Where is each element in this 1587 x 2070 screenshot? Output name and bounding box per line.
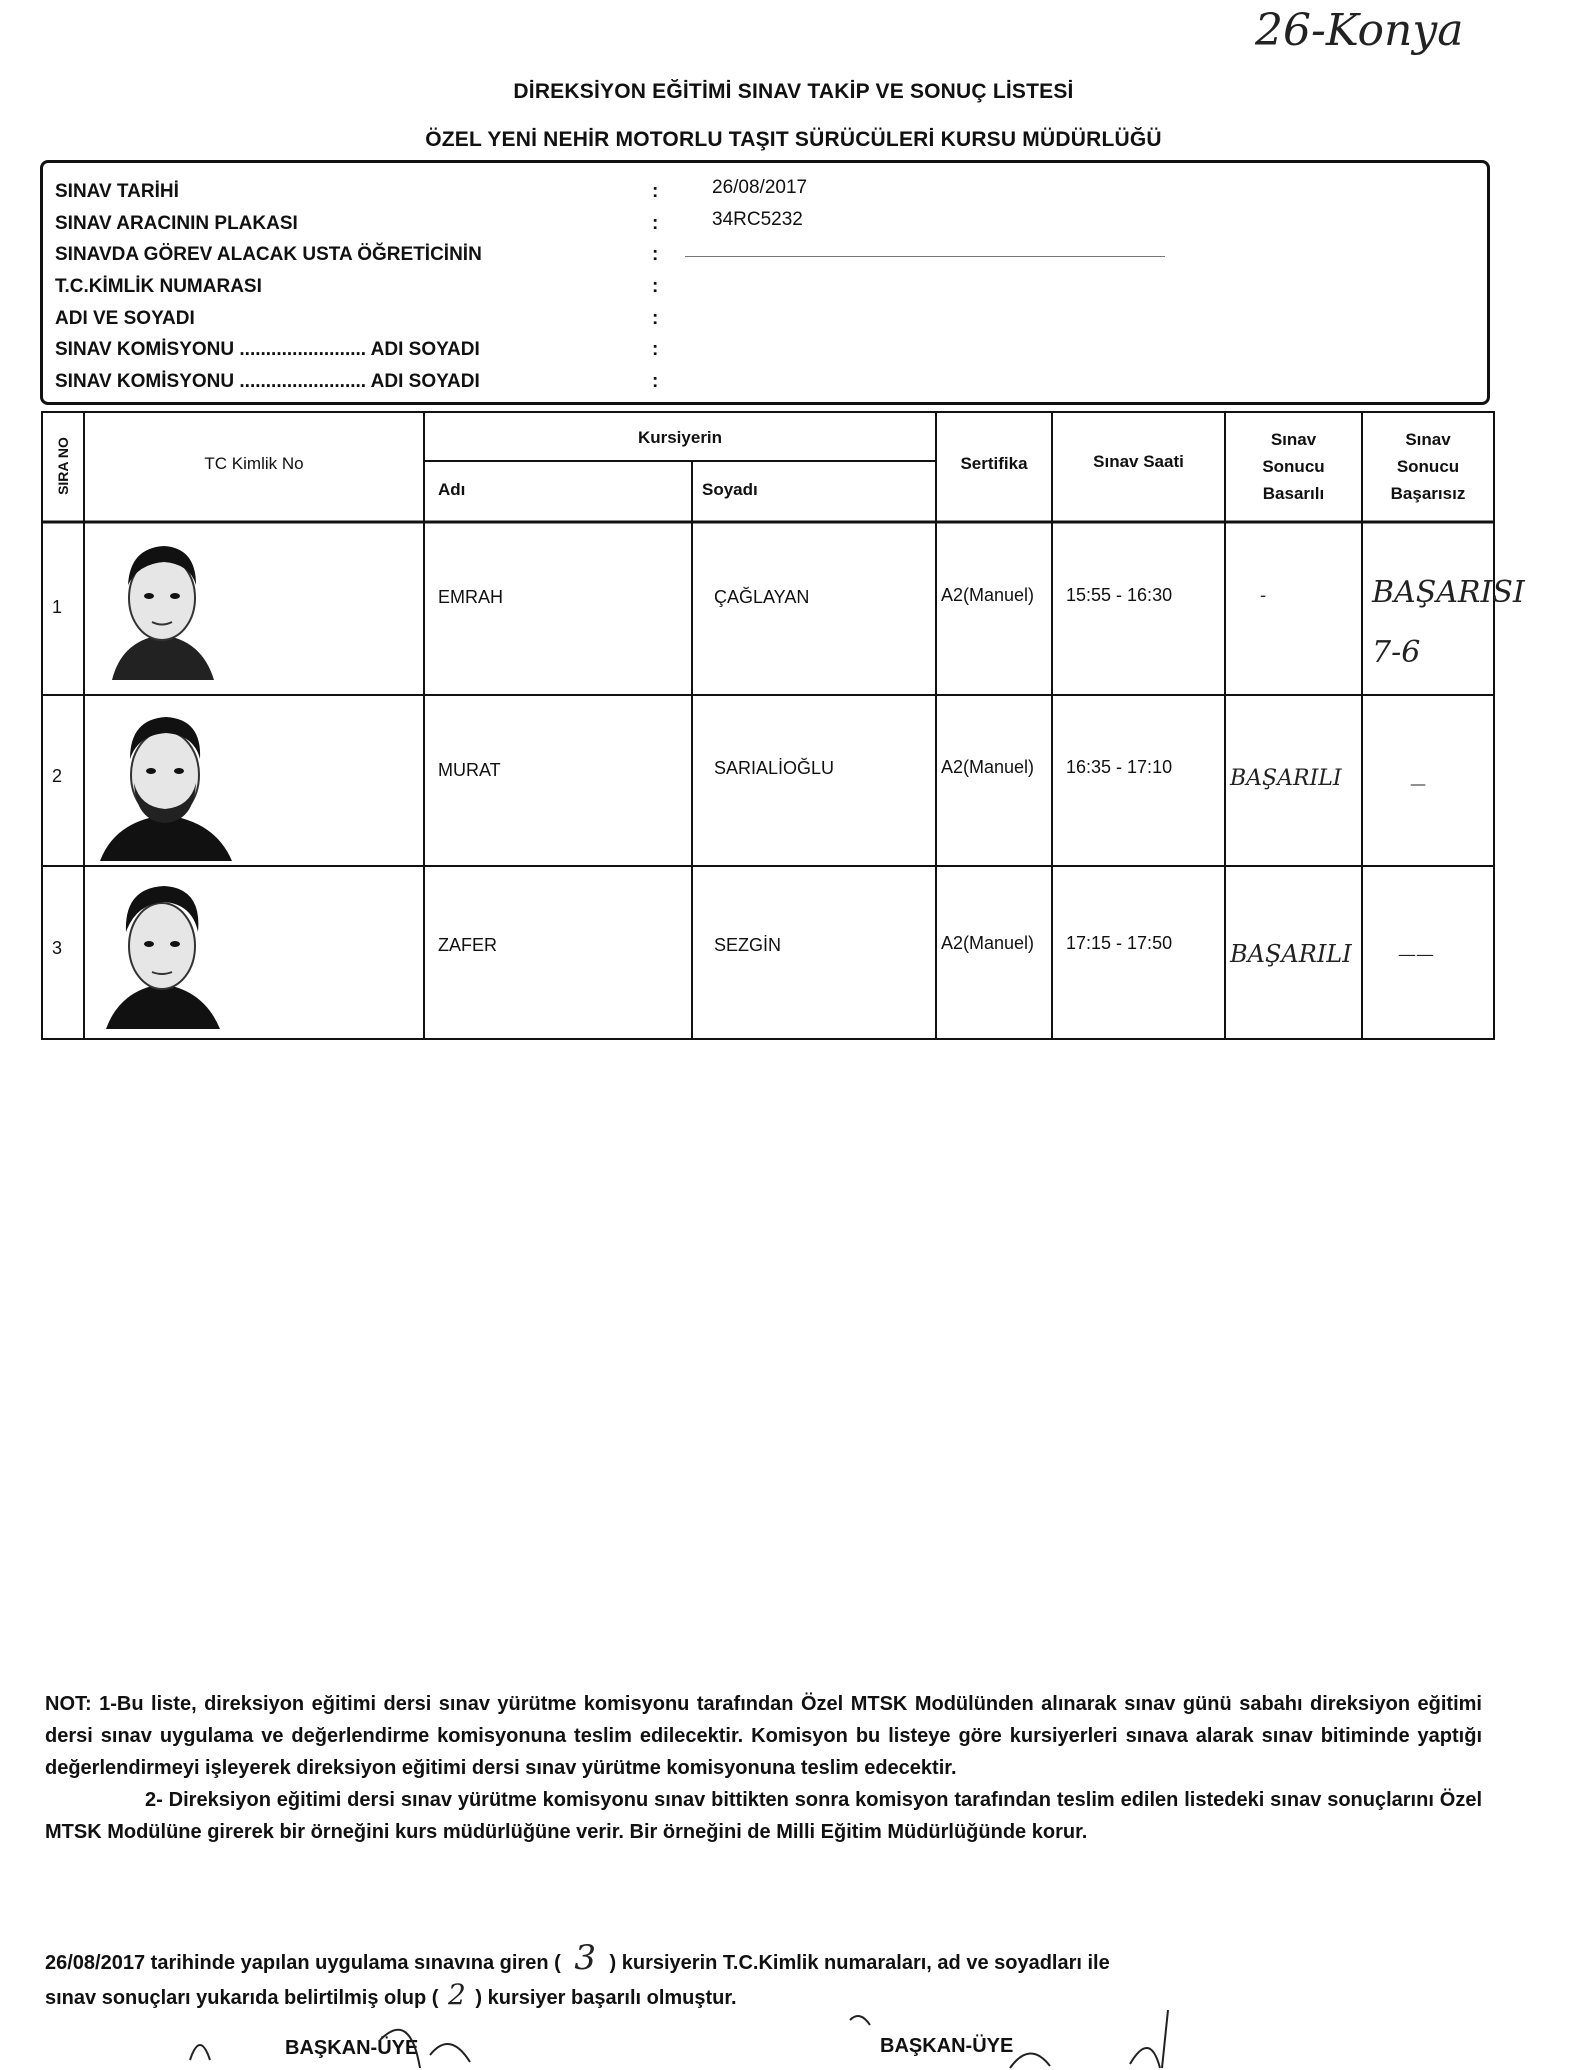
handwritten-count: 3 [574,1938,596,1978]
row-3-soyadi: SEZGİN [714,935,782,955]
row-2-sertifika: A2(Manuel) [941,757,1035,777]
label-commission-2: SINAV KOMİSYONU ........................ ADI SOYADI [55,371,480,392]
document-title: DİREKSİYON EĞİTİMİ SINAV TAKİP VE SONUÇ LİSTESİ [513,80,1074,103]
handwritten-pass-count: 2 [448,1978,466,2011]
row-1-basarili: - [1260,585,1267,606]
signature-left-label: BAŞKAN-ÜYE [285,2037,419,2059]
label-tc-number: T.C.KİMLİK NUMARASI [55,276,262,297]
row-1-adi: EMRAH [438,587,504,607]
colon: : [652,213,659,234]
colon: : [652,308,659,329]
row-3-basarili: BAŞARILI [1230,940,1352,968]
signature-scribble-left [180,2000,540,2070]
header-kursiyerin: Kursiyerin [637,428,723,447]
summary-line-1: 26/08/2017 tarihinde yapılan uygulama sınavına giren ( 3 ) kursiyerin T.C.Kimlik numaraları, ad ve soyadları ile [45,1938,1110,1978]
colon: : [652,339,659,360]
signature-scribble-right [830,2000,1190,2070]
label-vehicle-plate: SINAV ARACININ PLAKASI [55,213,298,234]
colon: : [652,181,659,202]
row-2-adi: MURAT [438,760,501,780]
header-sertifika: Sertifika [960,454,1028,473]
signature-right-label: BAŞKAN-ÜYE [880,2035,1014,2057]
student-photo [92,874,232,1029]
row-1-sertifika: A2(Manuel) [941,585,1035,605]
row-2-soyadi: SARIALİOĞLU [714,758,835,778]
note-paragraph-2: 2- Direksiyon eğitimi dersi sınav yürütme komisyonu sınav bittikten sonra komisyon tarafından teslim edilen listedeki sınav sonuçlarını Özel MTSK Modülüne girerek bir örneğini kurs müdürlüğüne verir. Bir örneğini de Milli Eğitim Müdürlüğünde korur. [45,1789,1482,1843]
student-photo [90,703,240,861]
row-2-no: 2 [52,766,63,786]
colon: : [652,371,659,392]
row-2-basarili: BAŞARILI [1230,766,1342,791]
header-adi: Adı [438,480,466,499]
label-name-surname: ADI VE SOYADI [55,308,195,329]
row-1-soyadi: ÇAĞLAYAN [714,587,810,607]
note-paragraph-1: NOT: 1-Bu liste, direksiyon eğitimi dersi sınav yürütme komisyonu tarafından Özel MTSK Modülünden alınarak sınav günü sabahı direksiyon eğitimi dersi sınav uygulama ve değerlendirme komisyonuna teslim edilecektir. Komisyon bu listeye göre kursiyerleri sınava alarak sınav bitiminde yaptığı değerlendirmeyi işleyerek direksiyon eğitimi dersi sınav yürütme komisyonuna teslim edecektir. [45,1693,1482,1779]
row-3-adi: ZAFER [438,935,498,955]
row-3-saat: 17:15 - 17:50 [1066,933,1173,953]
row-2-saat: 16:35 - 17:10 [1066,757,1173,777]
row-3-no: 3 [52,938,63,958]
exam-date-value: 26/08/2017 [712,177,808,198]
header-sira-no: SIRA NO [55,437,71,495]
row-1-basarisiz: BAŞARISI 7-6 [1372,575,1525,670]
summary-line-2: sınav sonuçları yukarıda belirtilmiş olup ( 2 ) kursiyer başarılı olmuştur. [45,1978,737,2011]
header-sonuc-basarisiz: Sınav Sonucu Başarısız [1390,430,1466,503]
header-sonuc-basarili: Sınav Sonucu Basarılı [1262,430,1325,503]
student-photo [92,530,232,680]
header-soyadi: Soyadı [702,480,758,499]
colon: : [652,276,659,297]
note-section [45,1688,1482,1848]
handwritten-city-note: 26-Konya [1255,5,1464,56]
label-instructor: SINAVDA GÖREV ALACAK USTA ÖĞRETİCİNİN [55,244,482,265]
header-sinav-saati: Sınav Saati [1093,452,1184,471]
institution-title: ÖZEL YENİ NEHİR MOTORLU TAŞIT SÜRÜCÜLERİ KURSU MÜDÜRLÜĞÜ [425,128,1162,151]
row-3-sertifika: A2(Manuel) [941,933,1035,953]
row-1-no: 1 [52,597,63,617]
plate-value: 34RC5232 [712,209,803,230]
row-3-basarisiz: —— [1398,944,1434,965]
colon: : [652,244,659,265]
header-tc-kimlik: TC Kimlik No [204,454,304,473]
row-1-saat: 15:55 - 16:30 [1066,585,1173,605]
label-commission-1: SINAV KOMİSYONU ........................ ADI SOYADI [55,339,480,360]
label-exam-date: SINAV TARİHİ [55,181,179,202]
row-2-basarisiz: — [1410,774,1426,793]
